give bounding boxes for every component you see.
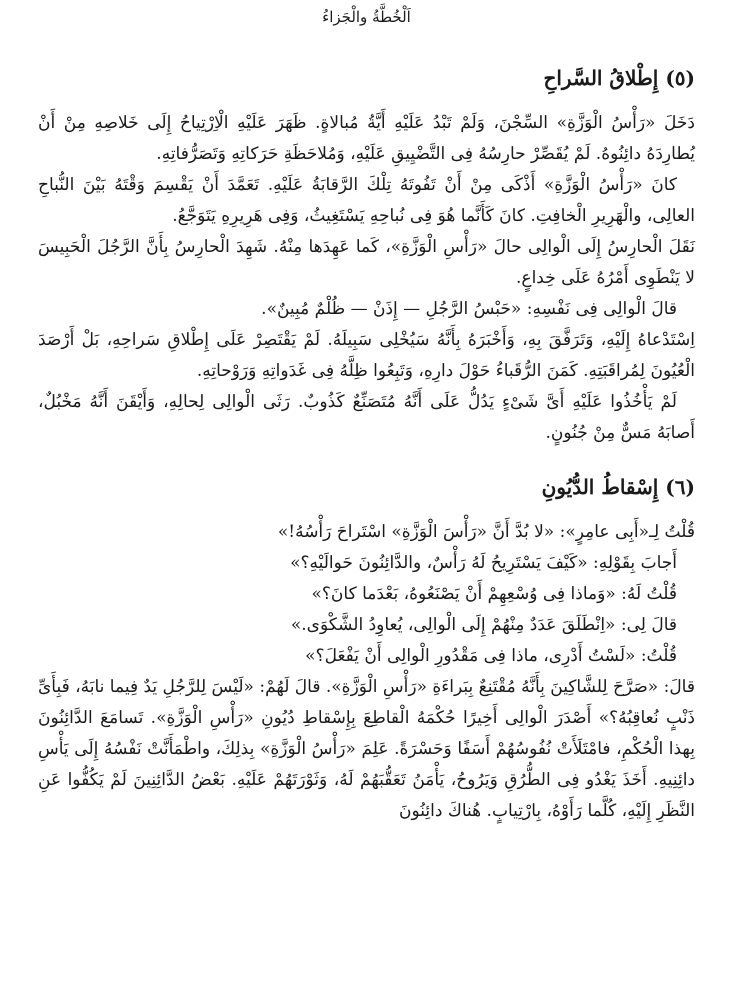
dialog-line: قُلْتُ لِـ«أَبِى عامِرٍ»: «لا بُدَّ أَنَّ «رَأْسَ الْوَزَّةِ» اسْتَراحَ رَأْسُهُ!»	[277, 522, 695, 542]
section-5-paragraph: لَمْ يَأْخُذُوا عَلَيْهِ أَىَّ شَىْءٍ يَدُلُّ عَلَى أَنَّهُ مُتَصَنِّعٌ كَذُوبٌ. رَثَى الْوالِى لِحالِهِ، وَأَيْقَنَ أَنَّهُ مَخْبُلٌ، أَصابَهُ مَسٌّ مِنْ جُنُونٍ.	[38, 392, 695, 443]
section-5-paragraph: نَقَلَ الْحارِسُ إِلَى الْوالِى حالَ «رَأْسِ الْوَزَّةِ»، كَما عَهِدَها مِنْهُ. شَهِدَ الْحارِسُ بِأَنَّ الرَّجُلَ الْحَبِيسَ لا يَنْطَوِى أَمْرُهُ عَلَى خِداعٍ.	[38, 237, 695, 288]
section-5-paragraph: كانَ «رَأْسُ الْوَزَّةِ» أَذْكَى مِنْ أَنْ تَفُوتَهُ تِلْكَ الرَّقابَةُ عَلَيْهِ. تَعَمَّدَ أَنْ يَقْسِمَ وَقْتَهُ بَيْنَ النُّباحِ العالِى، والْهَرِيرِ الْخافِتِ. كانَ كَأَنَّما هُوَ فِى نُباحِهِ يَسْتَغِيثُ، وَفِى هَرِيرِهِ يَتَوَجَّعُ.	[38, 175, 695, 226]
section-5-paragraph: اِسْتَدْعاهُ إِلَيْهِ، وَتَرَفَّقَ بِهِ، وَأَخْبَرَهُ بِأَنَّهُ سَيُخْلِى سَبِيلَهُ. لَمْ يَقْتَصِرْ عَلَى إِطْلاقِ سَراحِهِ، بَلْ أَرْصَدَ الْعُيُونَ لِمُراقَبَتِهِ. كَمَنَ الرُّقَباءُ حَوْلَ دارِهِ، وَتَبِعُوا ظِلَّهُ فِى غَدَواتِهِ وَرَوْحاتِهِ.	[38, 330, 695, 381]
section-6-heading: (٦) إِسْقاطُ الدُّيُونِ	[541, 475, 695, 499]
dialog-line: قُلْتُ: «لَسْتُ أَدْرِى، ماذا فِى مَقْدُورِ الْوالِى أَنْ يَفْعَلَ؟»	[305, 646, 677, 666]
dialog-line: أَجابَ بِقَوْلِهِ: «كَيْفَ يَسْتَرِيحُ لَهُ رَأْسٌ، والدَّائِنُونَ حَوالَيْهِ؟»	[290, 553, 677, 573]
section-5-paragraph: قالَ الْوالِى فِى نَفْسِهِ: «حَبْسُ الرَّجُلِ — إِذَنْ — ظُلْمٌ مُبِينٌ».	[261, 299, 677, 319]
dialog-line: قُلْتُ لَهُ: «وَماذا فِى وُسْعِهِمْ أَنْ يَصْنَعُوهُ، بَعْدَما كانَ؟»	[311, 584, 677, 604]
dialog-line: قالَ لِى: «اِنْطَلَقَ عَدَدٌ مِنْهُمْ إِلَى الْوالِى، يُعاوِدُ الشَّكْوَى.»	[290, 615, 677, 635]
section-5-heading: (٥) إِطْلاقُ السَّراحِ	[543, 66, 695, 90]
section-5-paragraph: دَخَلَ «رَأْسُ الْوَزَّةِ» السِّجْنَ، وَلَمْ تَبْدُ عَلَيْهِ أَيَّةُ مُبالاةٍ. ظَهَرَ عَلَيْهِ الْاِرْتِياحُ إِلَى خَلاصِهِ مِنْ أَنْ يُطارِدَهُ دائِنُوهُ. لَمْ يُقَصِّرْ حارِسُهُ فِى التَّضْيِيقِ عَلَيْهِ، وَمُلاحَظَةِ حَرَكاتِهِ وَتَصَرُّفاتِهِ.	[38, 113, 695, 164]
running-head: اَلْخُطَّةُ والْجَزاءُ	[322, 8, 411, 26]
section-6-paragraph: قالَ: «صَرَّحَ لِلشَّاكِينَ بِأَنَّهُ مُقْتَنِعٌ بِبَراءَةِ «رَأْسِ الْوَزَّةِ». قالَ لَهُمْ: «لَيْسَ لِلرَّجُلِ يَدٌ فِيما نابَهُ، فَبِأَىِّ ذَنْبٍ نُعاقِبُهُ؟» أَصْدَرَ الْوالِى أَخِيرًا حُكْمَهُ الْقاطِعَ بِإِسْقاطِ دُيُونِ «رَأْسِ الْوَزَّةِ». تَسامَعَ الدَّائِنُونَ بِهذا الْحُكْمِ، فامْتَلَأَتْ نُفُوسُهُمْ أَسَفًا وَحَسْرَةً. عَلِمَ «رَأْسُ الْوَزَّةِ» بِذلِكَ، واطْمَأَنَّتْ نَفْسُهُ إِلَى يَأْسِ دائِنِيهِ. أَخَذَ يَغْدُو فِى الطُّرُقِ وَيَرُوحُ، يَأْمَنُ تَعَقُّبَهُمْ لَهُ، وَثَوْرَتَهُمْ عَلَيْهِ. بَعْضُ الدَّائِنِينَ لَمْ يَكُفُّوا عَنِ النَّظَرِ إِلَيْهِ، كُلَّما رَأَوْهُ، بِارْتِيابٍ. هُناكَ دائِنُونَ	[38, 677, 695, 821]
